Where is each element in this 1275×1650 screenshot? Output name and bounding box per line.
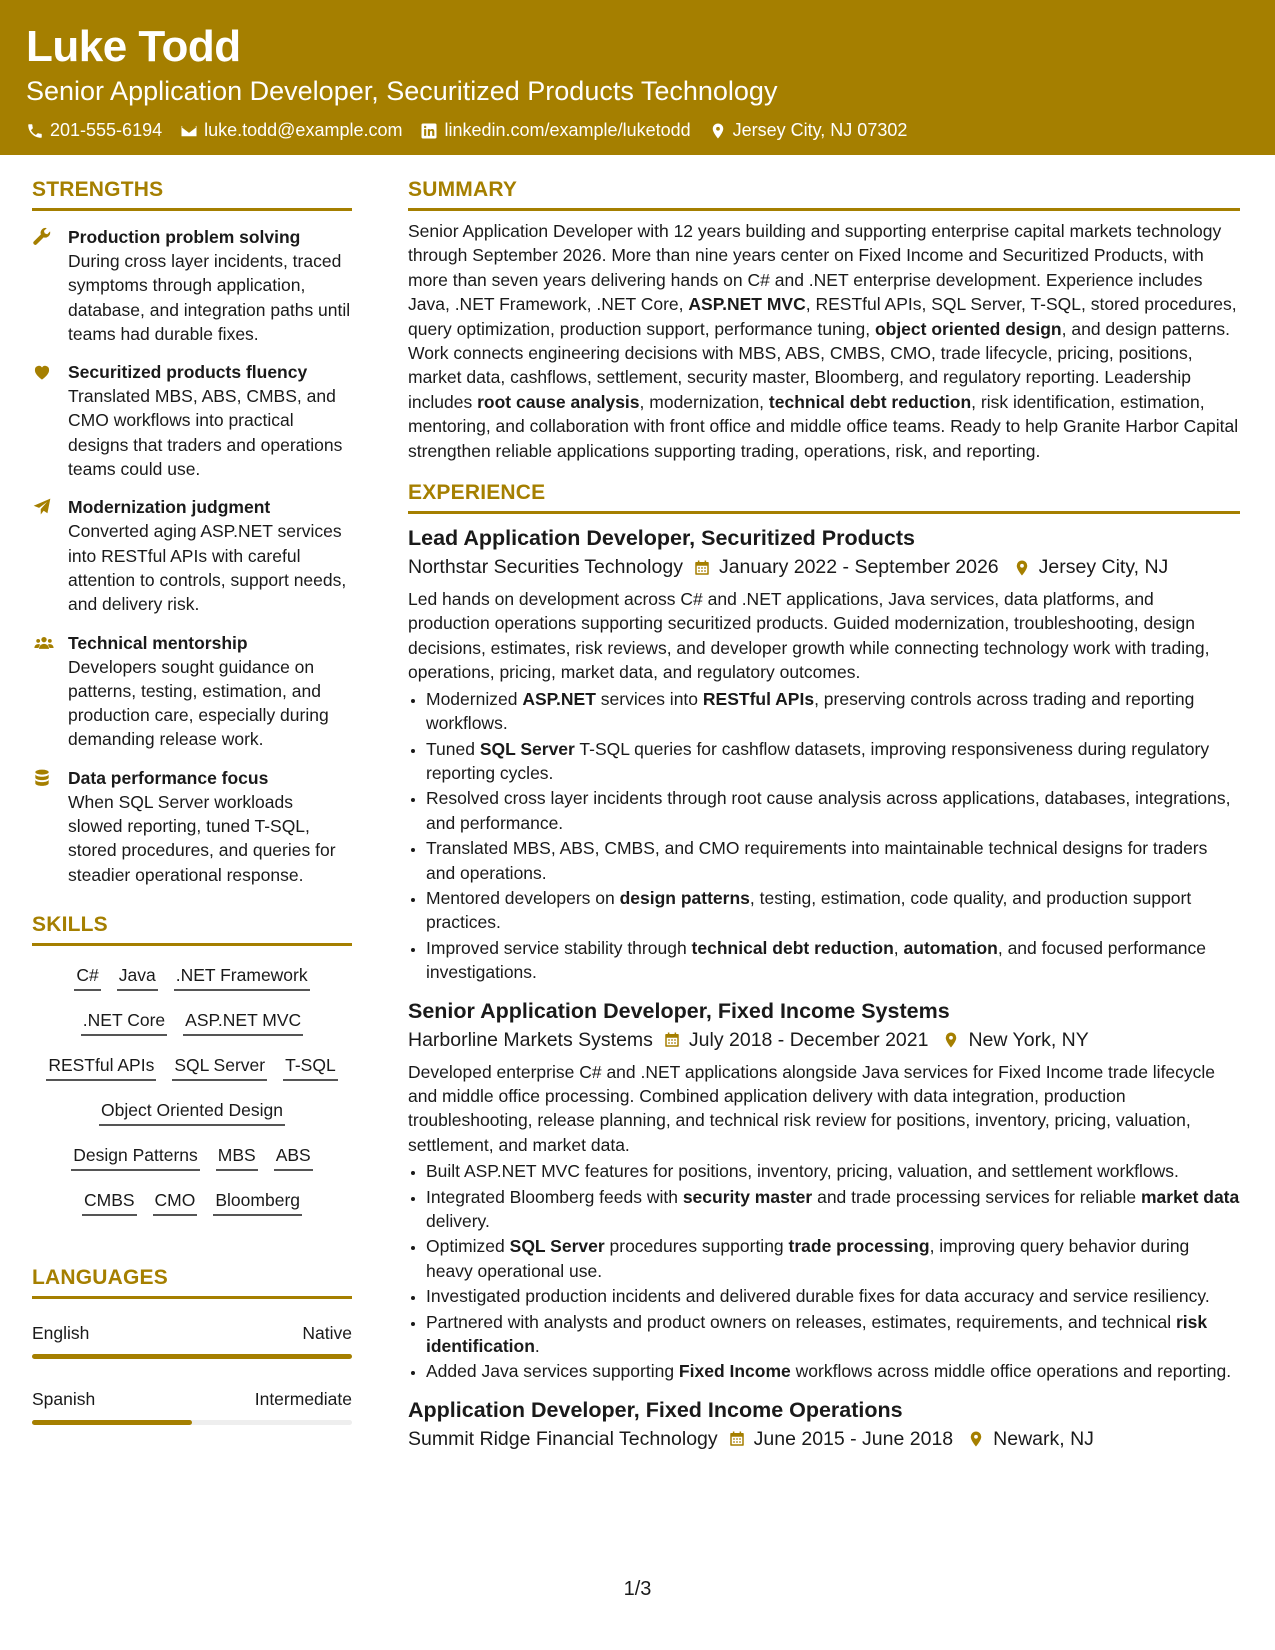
map-pin-icon (709, 122, 727, 140)
list-item: • Modernized ASP.NET services into RESTful APIs, preserving controls across trading and reporting workflows. (426, 687, 1240, 736)
list-item: • Resolved cross layer incidents through root cause analysis across applications, databases, integrations, and performance. (426, 786, 1240, 835)
strength-desc: Developers sought guidance on patterns, testing, estimation, and production care, especially during demanding release work. (68, 656, 329, 750)
job-dates: July 2018 - December 2021 (688, 1028, 929, 1051)
list-item: • Improved service stability through technical debt reduction, automation, and focused performance investigations. (426, 936, 1240, 985)
phone-text: 201-555-6194 (50, 120, 163, 140)
strengths-heading: STRENGTHS (32, 178, 352, 211)
list-item: • Integrated Bloomberg feeds with security master and trade processing services for reliable market data delivery. (426, 1185, 1240, 1234)
strength-desc: When SQL Server workloads slowed reporting, tuned T-SQL, stored procedures, and queries for steadier operational response. (68, 791, 336, 885)
job-title: Lead Application Developer, Securitized Products (408, 526, 915, 551)
linkedin-icon (420, 122, 438, 140)
email-text: luke.todd@example.com (204, 120, 403, 140)
list-item: • Translated MBS, ABS, CMBS, and CMO requirements into maintainable technical designs for traders and operations. (426, 836, 1240, 885)
job-description: Led hands on development across C# and .NET applications, Java services, data platforms, and production operations supporting securitized products. Guided modernization, troubleshooting, design decisions, estimates, risk reviews, and developer growth while connecting technology work with trading, operations, pricing, market data, and regulatory outcomes. (408, 589, 1210, 683)
list-item: • Tuned SQL Server T-SQL queries for cashflow datasets, improving responsiveness during regulatory reporting cycles. (426, 737, 1240, 786)
summary-text: Senior Application Developer with 12 years building and supporting enterprise capital markets technology through September 2026. More than nine years center on Fixed Income and Securitized Products, with more than seven years delivering hands on C# and .NET enterprise development. Experience includes Java, .NET Framework, .NET Core, ASP.NET MVC, RESTful APIs, SQL Server, T-SQL, stored procedures, query optimization, production support, performance tuning, object oriented design, and design patterns. Work connects engineering decisions with MBS, ABS, CMBS, CMO, trade lifecycle, pricing, positions, market data, cashflows, settlement, security master, Bloomberg, and regulatory reporting. Leadership includes root cause analysis, modernization, technical debt reduction, risk identification, estimation, mentoring, and collaboration with front office and middle office teams. Ready to help Granite Harbor Capital strengthen reliable applications supporting trading, operations, risk, and reporting. (408, 221, 1239, 461)
job-dates: January 2022 - September 2026 (718, 556, 999, 579)
map-pin-icon (967, 1430, 985, 1448)
proficiency-fill (32, 1354, 352, 1359)
strength-item (32, 225, 352, 346)
strength-desc: Translated MBS, ABS, CMBS, and CMO workflows into practical designs that traders and operations teams could use. (68, 386, 343, 480)
heart-icon (32, 362, 52, 382)
skill-tag: RESTful APIs (46, 1054, 156, 1081)
envelope-icon (180, 122, 198, 140)
skill-tag: Java (117, 964, 158, 991)
language-item (32, 1323, 352, 1359)
users-icon (32, 633, 56, 653)
proficiency-bar (32, 1420, 352, 1425)
strength-title: Modernization judgment (68, 497, 271, 518)
left-column (32, 178, 352, 1425)
calendar-icon (693, 559, 711, 577)
job-dates: June 2015 - June 2018 (753, 1427, 954, 1450)
skill-tag: .NET Framework (174, 964, 310, 991)
proficiency-fill (32, 1420, 192, 1425)
job-meta (408, 1428, 1240, 1451)
list-item: • Partnered with analysts and product owners on releases, estimates, requirements, and technical risk identification. (426, 1310, 1240, 1359)
language-level: Native (302, 1322, 352, 1343)
contact-phone[interactable] (26, 120, 162, 141)
job-location: Jersey City, NJ (1038, 556, 1169, 579)
candidate-title: Senior Application Developer, Securitized Products Technology (26, 76, 778, 106)
database-icon (32, 768, 52, 788)
resume-header (0, 0, 1275, 155)
paper-plane-icon (32, 497, 52, 517)
skill-tag: Object Oriented Design (99, 1099, 285, 1126)
strength-item (32, 766, 352, 887)
skill-tag: Design Patterns (71, 1144, 200, 1171)
skill-tag: MBS (216, 1144, 258, 1171)
language-name: Spanish (32, 1388, 96, 1409)
skill-tag: ASP.NET MVC (183, 1009, 303, 1036)
job-company: Northstar Securities Technology (408, 556, 683, 579)
job-meta (408, 556, 1240, 579)
language-name: English (32, 1322, 90, 1343)
map-pin-icon (1013, 559, 1031, 577)
job-meta (408, 1029, 1240, 1052)
job-entry (408, 524, 1240, 985)
job-bullets (408, 1159, 1240, 1384)
summary-heading: SUMMARY (408, 178, 1240, 211)
list-item: • Optimized SQL Server procedures supporting trade processing, improving query behavior during heavy operational use. (426, 1234, 1240, 1283)
strength-title: Securitized products fluency (68, 362, 308, 383)
skill-tag: ABS (274, 1144, 313, 1171)
languages-heading: LANGUAGES (32, 1266, 352, 1299)
strength-item (32, 495, 352, 616)
calendar-icon (728, 1430, 746, 1448)
strength-title: Data performance focus (68, 767, 269, 788)
linkedin-text: linkedin.com/example/luketodd (444, 120, 691, 140)
experience-list (408, 524, 1240, 1451)
job-entry (408, 1396, 1240, 1451)
list-item: • Mentored developers on design patterns, testing, estimation, code quality, and production support practices. (426, 886, 1240, 935)
job-title: Senior Application Developer, Fixed Income Systems (408, 998, 950, 1023)
list-item: • Investigated production incidents and delivered durable fixes for data accuracy and service resiliency. (426, 1284, 1240, 1308)
skills-list (32, 964, 352, 1216)
skill-tag: CMBS (82, 1189, 137, 1216)
strength-title: Technical mentorship (68, 632, 248, 653)
skill-tag: T-SQL (283, 1054, 338, 1081)
contact-location (709, 120, 908, 141)
skill-tag: SQL Server (172, 1054, 267, 1081)
job-location: New York, NY (968, 1028, 1089, 1051)
wrench-icon (32, 227, 52, 247)
list-item: • Added Java services supporting Fixed Income workflows across middle office operations and reporting. (426, 1359, 1240, 1383)
phone-icon (26, 122, 44, 140)
skill-tag: CMO (153, 1189, 198, 1216)
strength-desc: During cross layer incidents, traced symptoms through application, database, and integration paths until teams had durable fixes. (68, 251, 351, 344)
job-location: Newark, NJ (993, 1427, 1094, 1450)
job-description: Developed enterprise C# and .NET applications alongside Java services for Fixed Income trade lifecycle and middle office processing. Combined application delivery with data integration, production troubleshooting, release planning, and technical risk review for positions, inventory, pricing, valuation, settlement, and market data. (408, 1061, 1216, 1155)
map-pin-icon (942, 1031, 960, 1049)
skills-heading: SKILLS (32, 913, 352, 946)
contact-linkedin[interactable] (420, 120, 690, 141)
job-bullets (408, 687, 1240, 985)
language-level: Intermediate (254, 1388, 352, 1409)
strength-desc: Converted aging ASP.NET services into RESTful APIs with careful attention to controls, support needs, and delivery risk. (68, 521, 347, 615)
contact-email[interactable] (180, 120, 402, 141)
location-text: Jersey City, NJ 07302 (732, 120, 908, 140)
skill-tag: Bloomberg (213, 1189, 302, 1216)
skill-tag: .NET Core (81, 1009, 167, 1036)
proficiency-bar (32, 1354, 352, 1359)
strength-title: Production problem solving (68, 227, 301, 247)
job-entry (408, 997, 1240, 1384)
experience-heading: EXPERIENCE (408, 481, 1240, 514)
strength-item (32, 360, 352, 481)
contact-bar (26, 120, 1249, 141)
job-title: Application Developer, Fixed Income Operations (408, 1397, 903, 1422)
strength-item (32, 631, 352, 752)
job-company: Summit Ridge Financial Technology (408, 1427, 718, 1450)
skill-tag: C# (74, 964, 100, 991)
job-company: Harborline Markets Systems (408, 1028, 653, 1051)
right-column (408, 178, 1240, 1451)
calendar-icon (663, 1031, 681, 1049)
language-item (32, 1389, 352, 1425)
list-item: • Built ASP.NET MVC features for positions, inventory, pricing, valuation, and settlement workflows. (426, 1159, 1240, 1183)
candidate-name: Luke Todd (26, 22, 241, 71)
page-number: 1/3 (623, 1578, 652, 1600)
